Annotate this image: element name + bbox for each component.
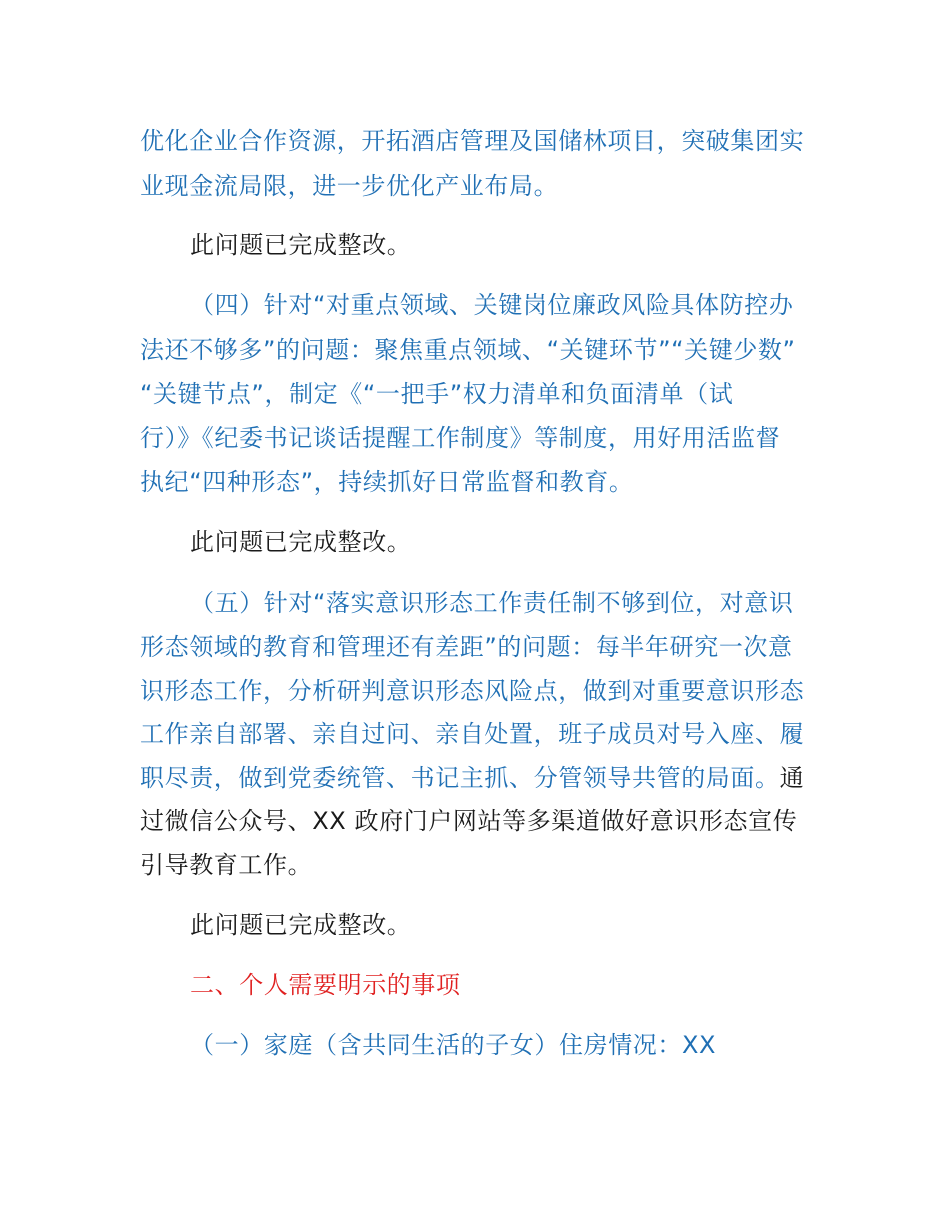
paragraph-line: 法还不够多”的问题：聚焦重点领域、“关键环节”“关键少数” [140,336,796,364]
paragraph-line: （五）针对“落实意识形态工作责任制不够到位，对意识 [190,589,794,617]
paragraph-text-blue: 职尽责，做到党委统管、书记主抓、分管领导共管的局面。 [140,764,780,792]
item-line: （一）家庭（含共同生活的子女）住房情况：XX [190,1031,717,1059]
paragraph-line: （四）针对“对重点领域、关键岗位廉政风险具体防控办 [190,291,794,319]
paragraph-line: 执纪“四种形态”，持续抓好日常监督和教育。 [140,468,634,496]
paragraph-line: 形态领域的教育和管理还有差距”的问题：每半年研究一次意 [140,633,793,661]
paragraph-line: 业现金流局限，进一步优化产业布局。 [140,172,559,200]
paragraph-line: 行）》《纪委书记谈话提醒工作制度》等制度，用好用活监督 [140,424,781,452]
paragraph-line: 引导教育工作。 [140,851,313,879]
status-rectified: 此问题已完成整改。 [190,911,412,939]
section-heading: 二、个人需要明示的事项 [190,971,461,999]
paragraph-line: 优化企业合作资源，开拓酒店管理及国储林项目，突破集团实 [140,127,805,155]
paragraph-line [140,763,804,793]
paragraph-line: 过微信公众号、XX 政府门户网站等多渠道做好意识形态宣传 [140,807,798,835]
status-rectified: 此问题已完成整改。 [190,231,412,259]
paragraph-line: 识形态工作，分析研判意识形态风险点，做到对重要意识形态 [140,677,805,705]
status-rectified: 此问题已完成整改。 [190,528,412,556]
paragraph-line: “关键节点”，制定《“一把手”权力清单和负面清单（试 [140,380,734,408]
paragraph-text-black: 通 [779,764,805,792]
paragraph-line: 工作亲自部署、亲自过问、亲自处置，班子成员对号入座、履 [140,720,805,748]
